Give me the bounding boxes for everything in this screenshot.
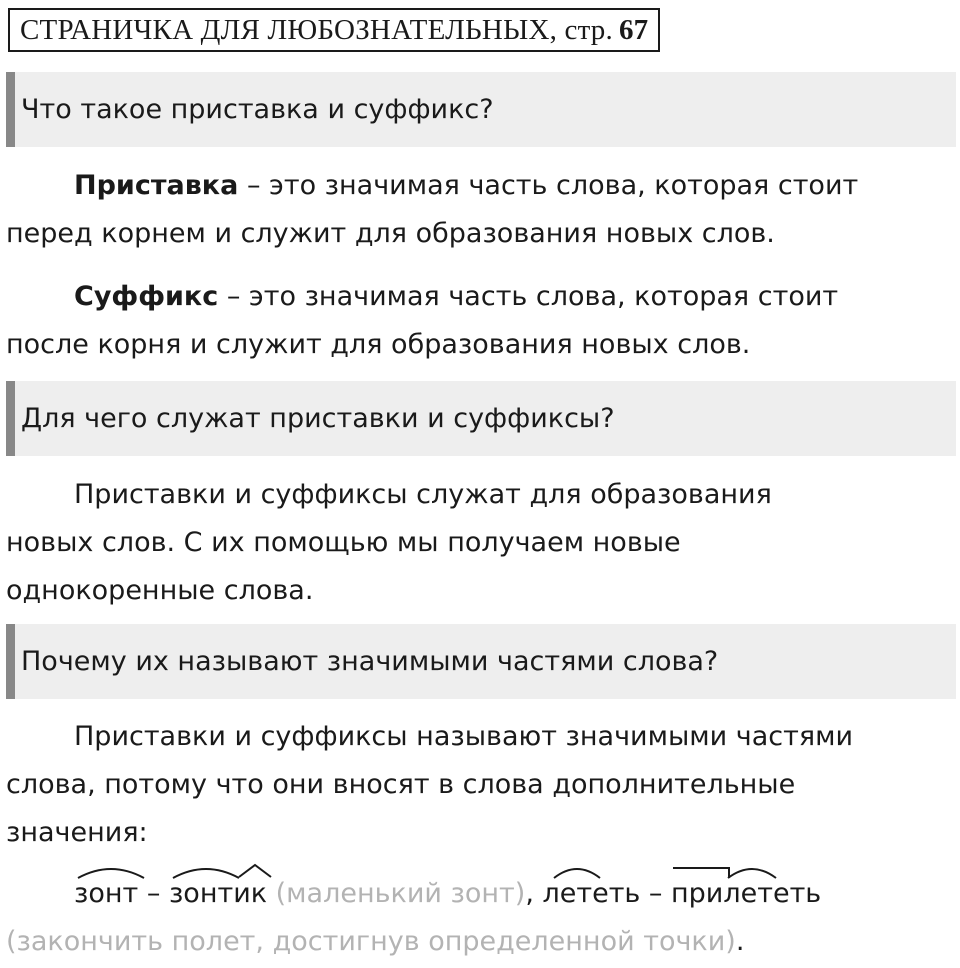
example-word-zontik <box>169 870 267 918</box>
example-comma: , <box>525 878 543 909</box>
question-3-text: Почему их называют значимыми частями слова? <box>21 646 719 677</box>
root-arc-mark <box>726 864 778 880</box>
prefix-mark <box>671 864 731 880</box>
suffix-caret-mark <box>237 862 273 880</box>
answer-2-line-3: однокоренные слова. <box>6 575 314 606</box>
definition-prefix-line-1 <box>6 162 956 210</box>
answer-3-line-1: Приставки и суффиксы называют значимыми частями <box>74 721 854 752</box>
root-arc-mark <box>171 864 241 880</box>
example-dash-1: – <box>138 878 169 909</box>
answer-3-line-3: значения: <box>6 817 148 848</box>
term-prefix: Приставка <box>74 170 239 201</box>
question-3 <box>6 624 956 699</box>
example-word-priletet-text: прилететь <box>671 878 822 909</box>
definition-suffix-line-1 <box>6 273 956 321</box>
root-arc-mark <box>76 864 146 880</box>
example-word-letet-text: лететь <box>542 878 641 909</box>
example-word-priletet <box>671 870 821 918</box>
definition-prefix-text-1: – это значимая часть слова, которая стоит <box>238 170 859 201</box>
definition-suffix-text-1: – это значимая часть слова, которая стоит <box>218 281 839 312</box>
question-2-text: Для чего служат приставки и суффиксы? <box>21 403 615 434</box>
example-dash-2: – <box>640 878 672 909</box>
term-suffix: Суффикс <box>74 281 219 312</box>
question-2 <box>6 381 956 456</box>
definition-prefix <box>6 162 956 258</box>
example-end: . <box>735 926 745 957</box>
definition-suffix <box>6 273 956 369</box>
page-number: 67 <box>618 13 649 46</box>
question-1 <box>6 72 956 147</box>
example-word-letet <box>542 870 640 918</box>
answer-2-line-1: Приставки и суффиксы служат для образования <box>74 479 772 510</box>
example-note-2: (закончить полет, достигнув определенной точки) <box>6 926 736 957</box>
answer-3-line-2: слова, потому что они вносят в слова дополнительные <box>6 769 796 800</box>
example-word-zont <box>74 870 138 918</box>
root-arc-mark <box>552 864 602 880</box>
definition-prefix-line-2: перед корнем и служит для образования новых слов. <box>6 218 775 249</box>
example-word-zont-text: зонт <box>74 878 139 909</box>
examples-line-2 <box>6 918 956 966</box>
page-title-box <box>8 8 660 52</box>
question-1-text: Что такое приставка и суффикс? <box>21 94 494 125</box>
answer-2 <box>6 471 956 615</box>
answer-3 <box>6 713 956 857</box>
examples-line-1 <box>6 870 956 918</box>
examples <box>6 870 956 966</box>
definition-suffix-line-2: после корня и служит для образования новых слов. <box>6 329 751 360</box>
example-note-1: (маленький зонт) <box>267 878 526 909</box>
example-word-zontik-text: зонтик <box>168 878 268 909</box>
answer-2-line-2: новых слов. С их помощью мы получаем новые <box>6 527 681 558</box>
page-title: СТРАНИЧКА ДЛЯ ЛЮБОЗНАТЕЛЬНЫХ, стр. <box>20 13 613 46</box>
